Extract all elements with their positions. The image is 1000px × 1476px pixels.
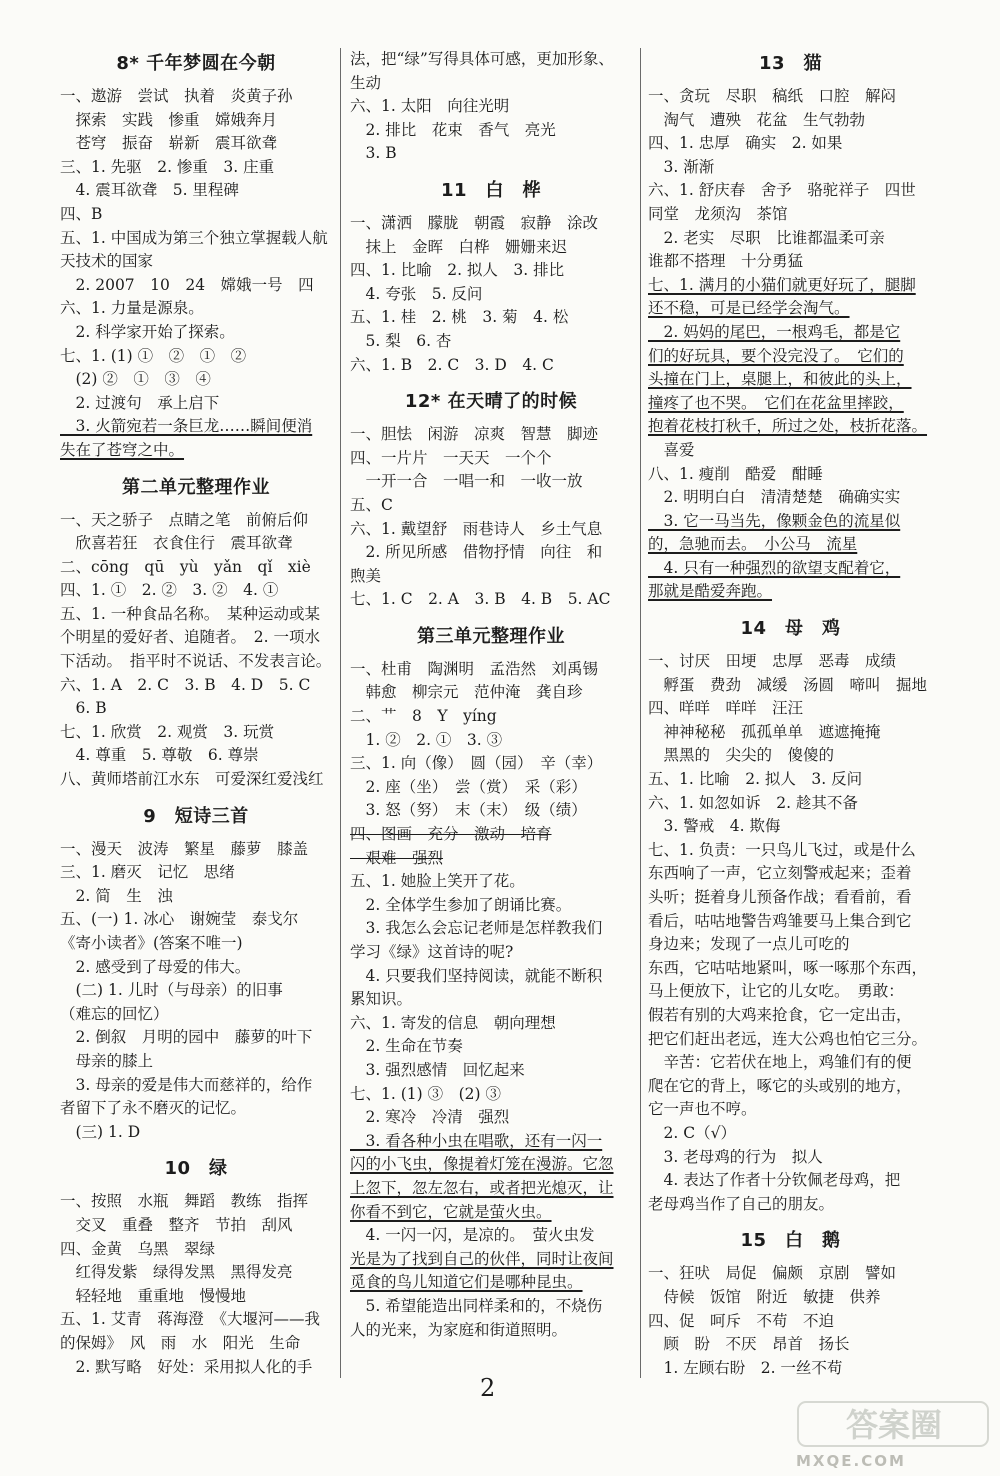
- answer-line: 七、1. (1) ③ (2) ③: [350, 1084, 501, 1103]
- answer-line: 三、1. 磨灭 记忆 思绪: [60, 863, 235, 882]
- answer-line: 4. 一闪一闪，是凉的。 萤火虫发: [350, 1226, 595, 1245]
- answer-line: 2. 科学家开始了探索。: [60, 322, 235, 341]
- answer-line: 七、1. 负责：一只鸟儿飞过，或是什么: [648, 840, 916, 859]
- svg-text:答案圈: 答案圈: [845, 1406, 943, 1444]
- answer-line: 八、1. 瘦削 酷爱 酣睡: [648, 464, 823, 483]
- answer-line: 3. 渐渐: [648, 157, 715, 176]
- answer-line: 辛苦：它若伏在地上，鸡雏们有的便: [648, 1053, 912, 1072]
- answer-line: 抹上 金晖 白桦 姗姗来迟: [350, 237, 568, 256]
- answer-line: 六、1. 太阳 向往光明: [350, 97, 510, 116]
- answer-line: 你看不到它，它就是萤火虫。: [350, 1202, 552, 1221]
- answer-line: 天技术的国家: [60, 252, 154, 271]
- answer-line: 2. C（√）: [648, 1123, 736, 1142]
- answer-line: 艰难 强烈: [350, 848, 444, 867]
- answer-line: 2. 寒冷 冷清 强烈: [350, 1108, 510, 1127]
- answer-line: 抱着花枝打秋千，所过之处，枝折花落。: [648, 417, 928, 436]
- answer-line: 闪的小飞虫，像提着灯笼在漫游。它忽: [350, 1155, 614, 1174]
- answer-line: 5. 梨 6. 杏: [350, 331, 452, 350]
- section-title: 10 绿: [164, 1158, 228, 1180]
- answer-line: (2) ② ① ③ ④: [60, 370, 211, 389]
- answer-line: 失在了苍穹之中。: [60, 440, 185, 459]
- answer-line: 四、图画 充分 激动 培育: [350, 825, 552, 844]
- answer-line: 六、1. 力量是源泉。: [60, 299, 204, 318]
- answer-line: 学习《绿》这首诗的呢?: [350, 943, 514, 961]
- answer-column-left: [60, 48, 332, 1379]
- page-number: 2: [480, 1374, 496, 1402]
- answer-line: 四、B: [60, 204, 103, 223]
- answer-line: 2. 生命在节奏: [350, 1037, 463, 1056]
- answer-line: 七、1. 欣赏 2. 观赏 3. 玩赏: [60, 722, 275, 741]
- answer-line: 四、咩咩 咩咩 汪汪: [648, 699, 804, 718]
- answer-line: 2. 倒叙 月明的园中 藤萝的叶下: [60, 1028, 313, 1047]
- answer-line: 把它们赶出老远，连大公鸡也怕它三分。: [648, 1029, 928, 1048]
- answer-line: 2. 默写略 好处：采用拟人化的手: [60, 1357, 313, 1376]
- answer-line: 六、1. 如忽如诉 2. 趁其不备: [648, 793, 858, 812]
- answer-line: 3. 怒（努） 末（末） 级（绩）: [350, 801, 587, 820]
- watermark-url: MXQE.COM: [796, 1452, 906, 1470]
- answer-column-right: [648, 48, 933, 1380]
- answer-line: 3. 它一马当先，像颗金色的流星似: [648, 511, 901, 530]
- answer-line: 爬在它的背上，啄它的头或别的地方，: [648, 1076, 912, 1095]
- column-divider-left: [340, 48, 341, 1378]
- answer-line: 们的好玩具，要个没完没了。 它们的: [648, 346, 904, 365]
- answer-line: 一、讨厌 田埂 忠厚 恶毒 成绩: [648, 652, 897, 671]
- answer-line: 看后，咕咕地警告鸡雏要马上集合到它: [648, 911, 912, 930]
- answer-line: 的保姆》 风 雨 水 阳光 生命: [60, 1333, 301, 1352]
- answer-line: 欣喜若狂 衣食住行 震耳欲聋: [60, 534, 293, 553]
- answer-line: 轻轻地 重重地 慢慢地: [60, 1286, 247, 1305]
- answer-line: 五、1. 艾青 蒋海澄 《大堰河——我: [60, 1310, 320, 1329]
- answer-line: 七、1. C 2. A 3. B 4. B 5. AC: [350, 590, 611, 609]
- answer-line: 4. 震耳欲聋 5. 里程碑: [60, 181, 239, 200]
- section-title: 14 母 鸡: [740, 618, 841, 640]
- answer-line: 1. ② 2. ① 3. ③: [350, 730, 503, 749]
- answer-line: 五、1. 比喻 2. 拟人 3. 反问: [648, 770, 863, 789]
- answer-line: 的，急驰而去。 小公马 流星: [648, 535, 858, 554]
- answer-line: 它一声也不哼。: [648, 1100, 757, 1119]
- answer-line: 一、狂吠 局促 偏颇 京剧 譬如: [648, 1264, 897, 1283]
- answer-line: 2. 感受到了母爱的伟大。: [60, 957, 251, 976]
- answer-line: 3. 母亲的爱是伟大而慈祥的，给作: [60, 1075, 313, 1094]
- answer-line: 东西，它咕咕地紧叫，啄一啄那个东西，: [648, 958, 928, 977]
- answer-line: 喜爱: [648, 440, 695, 459]
- answer-line: 2. 2007 10 24 嫦娥一号 四: [60, 275, 314, 294]
- answer-line: 1. 左顾右盼 2. 一丝不苟: [648, 1358, 843, 1377]
- answer-line: 六、1. A 2. C 3. B 4. D 5. C: [60, 675, 311, 694]
- answer-line: 4. 尊重 5. 尊敬 6. 尊崇: [60, 746, 259, 765]
- answer-line: 人的光来，为家庭和街道照明。: [350, 1320, 568, 1339]
- answer-line: 交叉 重叠 整齐 节拍 刮风: [60, 1215, 293, 1234]
- answer-line: 头听；挺着身儿预备作战；看看前，看: [648, 888, 912, 906]
- answer-line: 四、1. 忠厚 确实 2. 如果: [648, 134, 843, 153]
- column-divider-right: [640, 48, 641, 1378]
- answer-line: 一、按照 水瓶 舞蹈 教练 指挥: [60, 1192, 309, 1211]
- answer-line: 五、(一) 1. 冰心 谢婉莹 泰戈尔: [60, 910, 299, 929]
- answer-line: 三、1. 向（像） 圆（园） 辛（幸）: [350, 754, 603, 773]
- answer-line: 撞疼了也不哭。 它们在花盆里摔跤，: [648, 393, 904, 412]
- answer-line: 身边来；发现了一点儿可吃的: [648, 935, 850, 954]
- answer-line: 2. 简 生 浊: [60, 886, 173, 905]
- answer-line: 2. 全体学生参加了朗诵比赛。: [350, 895, 572, 914]
- answer-line: 一、遨游 尝试 执着 炎黄子孙: [60, 87, 293, 105]
- answer-line: 黑黑的 尖尖的 傻傻的: [648, 746, 835, 765]
- answer-line: 一、杜甫 陶渊明 孟浩然 刘禹锡: [350, 659, 599, 678]
- answer-line: 母亲的膝上: [60, 1051, 154, 1070]
- answer-line: 五、1. 一种食品名称。 某种运动或某: [60, 604, 320, 623]
- answer-line: 六、1. 戴望舒 雨巷诗人 乡土气息: [350, 519, 603, 538]
- answer-line: 顾 盼 不厌 昂首 扬长: [648, 1335, 850, 1354]
- section-title: 第二单元整理作业: [122, 476, 270, 498]
- answer-line: 4. 夸张 5. 反问: [350, 284, 483, 303]
- answer-line: 谁都不搭理 十分勇猛: [648, 252, 804, 271]
- answer-line: 一、漫天 波涛 繁星 藤萝 膝盖: [60, 839, 309, 858]
- watermark-logo: [796, 1398, 992, 1470]
- answer-line: 红得发紫 绿得发黑 黑得发亮: [60, 1263, 293, 1282]
- answer-line: 一开一合 一唱一和 一收一放: [350, 472, 583, 491]
- answer-line: 2. 过渡句 承上启下: [60, 393, 220, 412]
- answer-line: 六、1. 舒庆春 舍予 骆驼祥子 四世: [648, 181, 916, 200]
- answer-line: 2. 座（坐） 尝（赏） 采（彩）: [350, 777, 587, 796]
- answer-line: 五、C: [350, 495, 393, 514]
- section-title: 8* 千年梦圆在今朝: [116, 53, 276, 74]
- section-title: 13 猫: [758, 53, 823, 74]
- watermark-logo-shape: [796, 1398, 992, 1450]
- answer-line: 头撞在门上，桌腿上，和彼此的头上，: [648, 370, 912, 389]
- answer-line: 那就是酷爱奔跑。: [648, 582, 773, 601]
- answer-line: 3. 警戒 4. 欺侮: [648, 817, 781, 836]
- answer-line: 者留下了永不磨灭的记忆。: [60, 1099, 247, 1118]
- answer-line: 韩愈 柳宗元 范仲淹 龚自珍: [350, 683, 583, 702]
- answer-line: 五、1. 中国成为第三个独立掌握载人航: [60, 228, 328, 247]
- section-title: 11 白 桦: [440, 179, 542, 201]
- answer-line: 4. 只要我们坚持阅读，就能不断积: [350, 966, 603, 985]
- answer-line: 一、潇洒 朦胧 朝霞 寂静 涂改: [350, 213, 599, 232]
- answer-line: 马上便放下，让它的儿女吃。 勇敢：: [648, 982, 904, 1001]
- answer-line: 觅食的鸟儿知道它们是哪种昆虫。: [350, 1273, 583, 1292]
- answer-line: 五、1. 桂 2. 桃 3. 菊 4. 松: [350, 308, 569, 327]
- answer-line: 3. B: [350, 144, 397, 163]
- answer-line: 四、1. ① 2. ② 3. ② 4. ①: [60, 581, 279, 600]
- answer-line: 个明星的爱好者、追随者。 2. 一项水: [60, 628, 320, 647]
- answer-line: 下活动。 指平时不说话、不发表言论。: [60, 652, 332, 671]
- answer-line: 3. 强烈感情 回忆起来: [350, 1060, 525, 1079]
- answer-line: 二、艹 8 Y yíng: [350, 707, 497, 726]
- answer-line: 四、金黄 乌黑 翠绿: [60, 1239, 216, 1258]
- answer-line: 二、cōng qū yù yǎn qǐ xiè: [60, 557, 311, 576]
- answer-line: 3. 火箭宛若一条巨龙……瞬间便消: [60, 417, 313, 436]
- section-title: 15 白 鹅: [740, 1230, 841, 1252]
- answer-line: 《寄小读者》(答案不唯一): [60, 934, 243, 952]
- answer-line: 假若有别的大鸡来抢食，它一定出击，: [648, 1005, 912, 1024]
- section-title: 第三单元整理作业: [417, 625, 565, 647]
- answer-line: 4. 只有一种强烈的欲望支配着它，: [648, 558, 901, 577]
- answer-line: 煦美: [350, 566, 382, 585]
- answer-line: 四、1. 比喻 2. 拟人 3. 排比: [350, 261, 565, 280]
- answer-line: 4. 表达了作者十分钦佩老母鸡，把: [648, 1171, 901, 1190]
- answer-line: 东西响了一声，它立刻警戒起来；歪着: [648, 864, 912, 883]
- answer-line: 上忽下，忽左忽右，或者把光熄灭，让: [350, 1178, 614, 1197]
- answer-line: 探索 实践 惨重 嫦娥奔月: [60, 110, 278, 129]
- answer-line: 六、1. 寄发的信息 朝向理想: [350, 1013, 556, 1032]
- answer-line: 2. 所见所感 借物抒情 向往 和: [350, 543, 603, 562]
- answer-line: 三、1. 先驱 2. 惨重 3. 庄重: [60, 157, 275, 176]
- answer-line: 2. 排比 花束 香气 亮光: [350, 120, 556, 139]
- answer-line: 光是为了找到自己的伙伴，同时让夜间: [350, 1249, 614, 1268]
- answer-line: 3. 老母鸡的行为 拟人: [648, 1147, 823, 1166]
- answer-line: 6. B: [60, 699, 107, 718]
- answer-line: （难忘的回忆）: [60, 1004, 169, 1023]
- answer-line: 神神秘秘 孤孤单单 遮遮掩掩: [648, 722, 881, 741]
- answer-line: 2. 老实 尽职 比谁都温柔可亲: [648, 228, 885, 247]
- answer-line: 四、一片片 一天天 一个个: [350, 448, 552, 467]
- answer-line: 八、黄师塔前江水东 可爱深红爱浅红: [60, 770, 324, 789]
- answer-line: 四、促 呵斥 不苟 不迫: [648, 1311, 835, 1330]
- answer-line: 一、天之骄子 点睛之笔 前俯后仰: [60, 510, 309, 529]
- answer-line: 3. 看各种小虫在唱歌，还有一闪一: [350, 1131, 603, 1150]
- answer-line: 苍穹 振奋 崭新 震耳欲聋: [60, 134, 278, 153]
- answer-line: 5. 希望能造出同样柔和的，不烧伤: [350, 1296, 603, 1315]
- answer-line: 五、1. 她脸上笑开了花。: [350, 872, 525, 891]
- answer-line: 六、1. B 2. C 3. D 4. C: [350, 355, 554, 374]
- section-title: 12* 在天晴了的时候: [404, 391, 578, 413]
- answer-line: 一、贪玩 尽职 稿纸 口腔 解闷: [648, 87, 897, 105]
- answer-line: 老母鸡当作了自己的朋友。: [648, 1194, 835, 1213]
- answer-line: 一、胆怯 闲游 凉爽 智慧 脚迹: [350, 425, 599, 444]
- answer-line: 七、1. 满月的小猫们就更好玩了，腿脚: [648, 275, 916, 294]
- answer-line: 2. 明明白白 清清楚楚 确确实实: [648, 488, 901, 507]
- answer-line: 孵蛋 费劲 减缓 汤圆 啼叫 掘地: [648, 675, 928, 694]
- answer-line: 侍候 饭馆 附近 敏捷 供养: [648, 1287, 881, 1306]
- answer-line: (三) 1. D: [60, 1122, 141, 1141]
- answer-line: 同堂 龙须沟 茶馆: [648, 204, 788, 223]
- answer-column-middle: [350, 48, 632, 1342]
- answer-line: 七、1. (1) ① ② ① ②: [60, 346, 247, 365]
- answer-line: 2. 妈妈的尾巴，一根鸡毛，都是它: [648, 322, 901, 341]
- answer-line: 3. 我怎么会忘记老师是怎样教我们: [350, 919, 603, 938]
- answer-line: 生动: [350, 73, 382, 92]
- answer-line: (二) 1. 儿时（与母亲）的旧事: [60, 981, 283, 1000]
- answer-line: 累知识。: [350, 990, 413, 1009]
- answer-line: 法，把“绿”写得具体可感，更加形象、: [350, 50, 614, 68]
- answer-line: 还不稳，可是已经学会淘气。: [648, 299, 850, 318]
- answer-line: 淘气 遭殃 花盆 生气勃勃: [648, 110, 866, 129]
- section-title: 9 短诗三首: [143, 805, 249, 827]
